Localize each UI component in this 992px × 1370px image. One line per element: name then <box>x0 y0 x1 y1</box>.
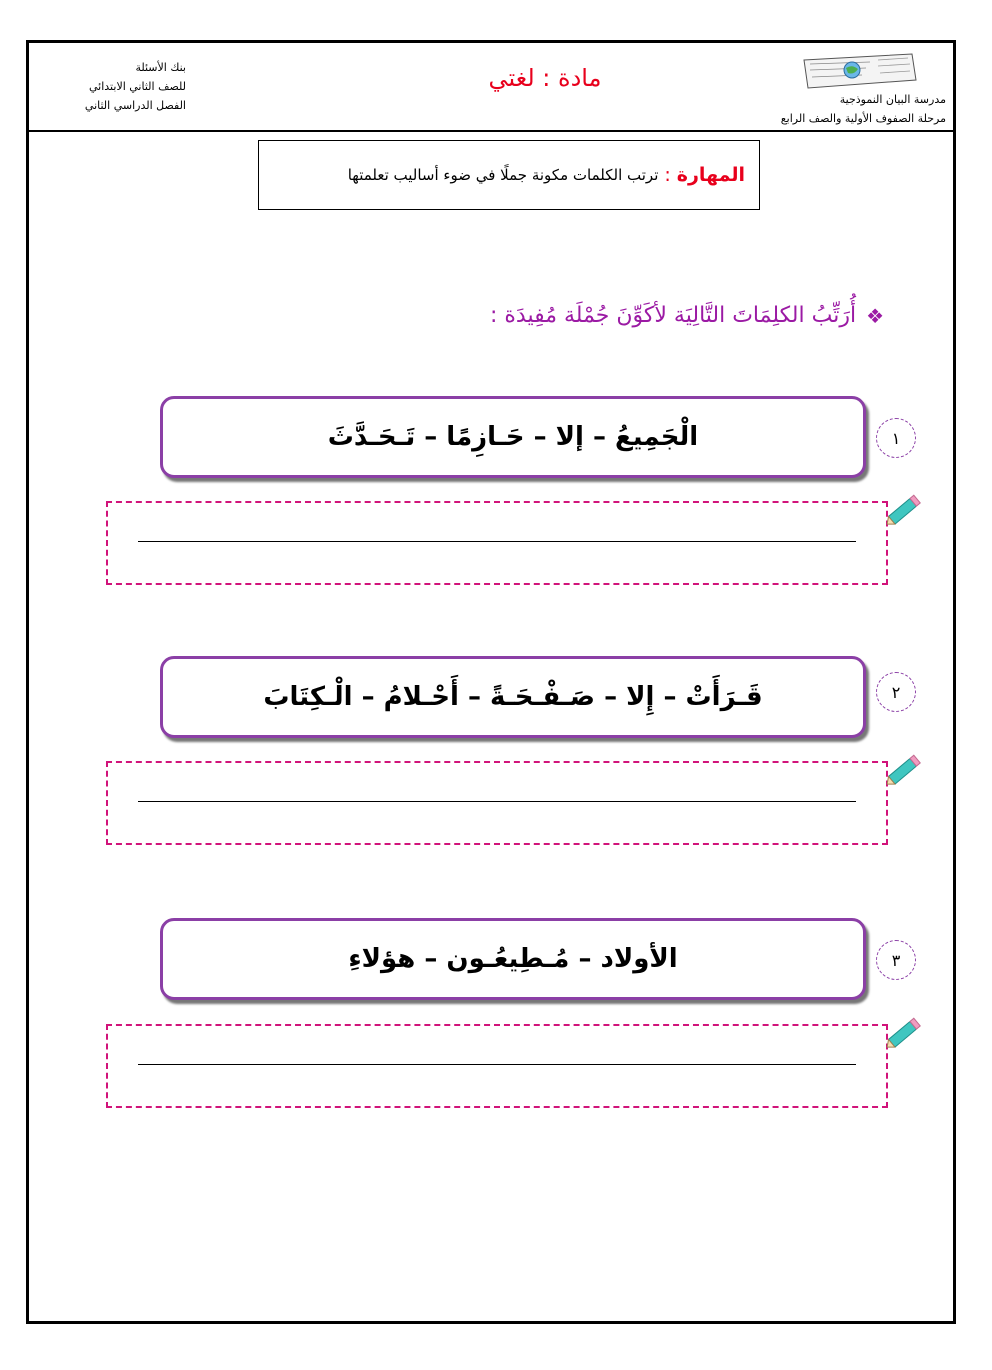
question-3-words-box <box>160 918 866 1000</box>
header-right-info <box>716 90 946 128</box>
grade-label: للصف الثاني الابتدائي <box>89 80 186 93</box>
question-1-words-box <box>160 396 866 478</box>
bullet-diamond-icon: ❖ <box>866 303 884 328</box>
question-bank-label: بنك الأسئلة <box>135 61 186 74</box>
question-1-words: الْجَمِيعُ – إلا – حَـازِمًا – تَـحَـدَّثَ <box>327 422 699 452</box>
pencil-icon <box>882 1011 926 1055</box>
question-2-answer-box[interactable] <box>106 761 888 845</box>
question-1-answer-box[interactable] <box>106 501 888 585</box>
question-3-answer-box[interactable] <box>106 1024 888 1108</box>
school-logo-icon <box>800 50 920 92</box>
question-2-words-box <box>160 656 866 738</box>
skill-text: ترتب الكلمات مكونة جملًا في ضوء أساليب تعلمتها <box>347 166 659 184</box>
answer-line <box>138 1064 856 1065</box>
skill-box <box>258 140 760 210</box>
header-divider <box>26 130 956 132</box>
header-left-info <box>46 58 186 115</box>
skill-separator: : <box>664 164 671 186</box>
semester-label: الفصل الدراسي الثاني <box>84 99 186 112</box>
question-2-words: قَـرَأَتْ – إِلا – صَـفْـحَـةً – أَحْـلامُ – الْـكِتَابَ <box>263 682 763 712</box>
school-stage: مرحلة الصفوف الأولية والصف الرابع <box>780 112 946 125</box>
question-3-words: الأولاد – مُـطِيعُـون – هؤلاءِ <box>348 944 678 974</box>
answer-line <box>138 801 856 802</box>
pencil-icon <box>882 748 926 792</box>
answer-line <box>138 541 856 542</box>
question-2-number: ٢ <box>876 672 916 712</box>
question-1-number: ١ <box>876 418 916 458</box>
subject-title: مادة : لغتي <box>488 64 602 92</box>
exercise-instruction <box>490 303 884 328</box>
question-3-number: ٣ <box>876 940 916 980</box>
school-name: مدرسة البيان النموذجية <box>839 93 946 106</box>
pencil-icon <box>882 488 926 532</box>
instruction-text: أُرَتِّبُ الكلِمَاتَ التَّالِيَة لأكَوِّنَ جُمْلَة مُفِيدَة : <box>489 303 857 328</box>
skill-label: المهارة <box>676 164 745 186</box>
